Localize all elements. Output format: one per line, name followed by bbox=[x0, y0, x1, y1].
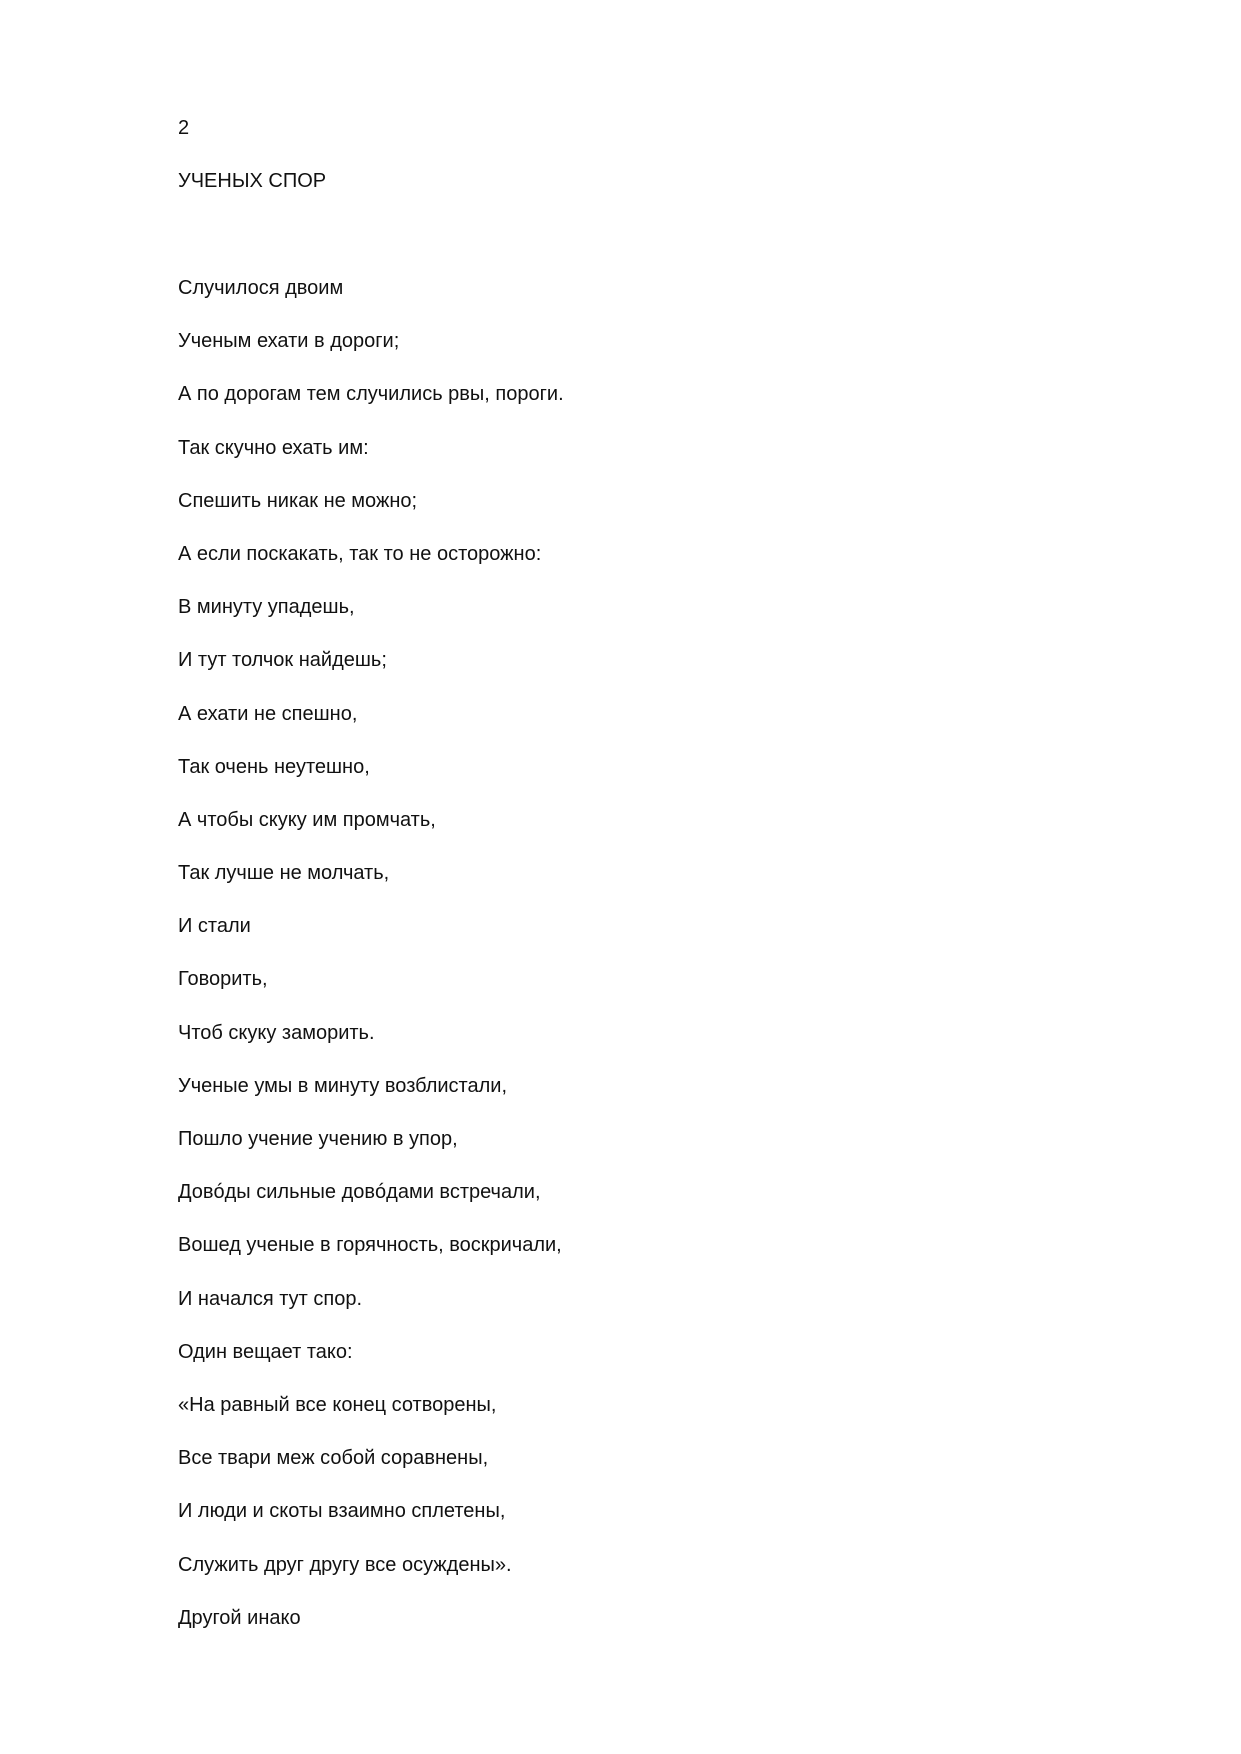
poem-line: Ученые умы в минуту возблистали, bbox=[178, 1074, 507, 1097]
poem-line: Все твари меж собой соравнены, bbox=[178, 1447, 489, 1470]
poem-line: А чтобы скуку им промчать, bbox=[178, 808, 436, 831]
poem-line: В минуту упадешь, bbox=[178, 596, 355, 619]
poem-lines bbox=[178, 274, 1178, 1657]
poem-line: Спешить никак не можно; bbox=[178, 489, 418, 512]
poem-title: УЧЕНЫХ СПОР bbox=[178, 170, 327, 192]
poem-line: Вошед ученые в горячность, воскричали, bbox=[178, 1234, 562, 1257]
poem-line: Довóды сильные довóдами встречали, bbox=[178, 1181, 541, 1204]
poem-line: И стали bbox=[178, 915, 251, 938]
poem-line: Другой инако bbox=[178, 1606, 301, 1629]
poem-line: Ученым ехати в дороги; bbox=[178, 330, 400, 353]
poem-line: «На равный все конец сотворены, bbox=[178, 1393, 497, 1416]
poem-line: Служить друг другу все осуждены». bbox=[178, 1553, 512, 1576]
poem-line: Пошло учение учению в упор, bbox=[178, 1128, 458, 1150]
page-number: 2 bbox=[178, 117, 190, 139]
poem-line: И начался тут спор. bbox=[178, 1287, 362, 1310]
poem-line: А ехати не спешно, bbox=[178, 702, 358, 725]
poem-line: Так очень неутешно, bbox=[178, 755, 370, 778]
poem-line: Так лучше не молчать, bbox=[178, 862, 390, 885]
spacer bbox=[178, 220, 1178, 274]
poem-line: Случилося двоим bbox=[178, 277, 344, 299]
poem-line: А по дорогам тем случились рвы, пороги. bbox=[178, 383, 564, 406]
document-text bbox=[178, 114, 1178, 1657]
poem-line: И люди и скоты взаимно сплетены, bbox=[178, 1500, 506, 1523]
poem-line: Так скучно ехать им: bbox=[178, 436, 369, 459]
poem-line: А если поскакать, так то не осторожно: bbox=[178, 542, 542, 565]
poem-line: Чтоб скуку заморить. bbox=[178, 1021, 375, 1044]
poem-line: И тут толчок найдешь; bbox=[178, 649, 387, 672]
poem-line: Говорить, bbox=[178, 968, 268, 991]
poem-line: Один вещает тако: bbox=[178, 1340, 353, 1363]
